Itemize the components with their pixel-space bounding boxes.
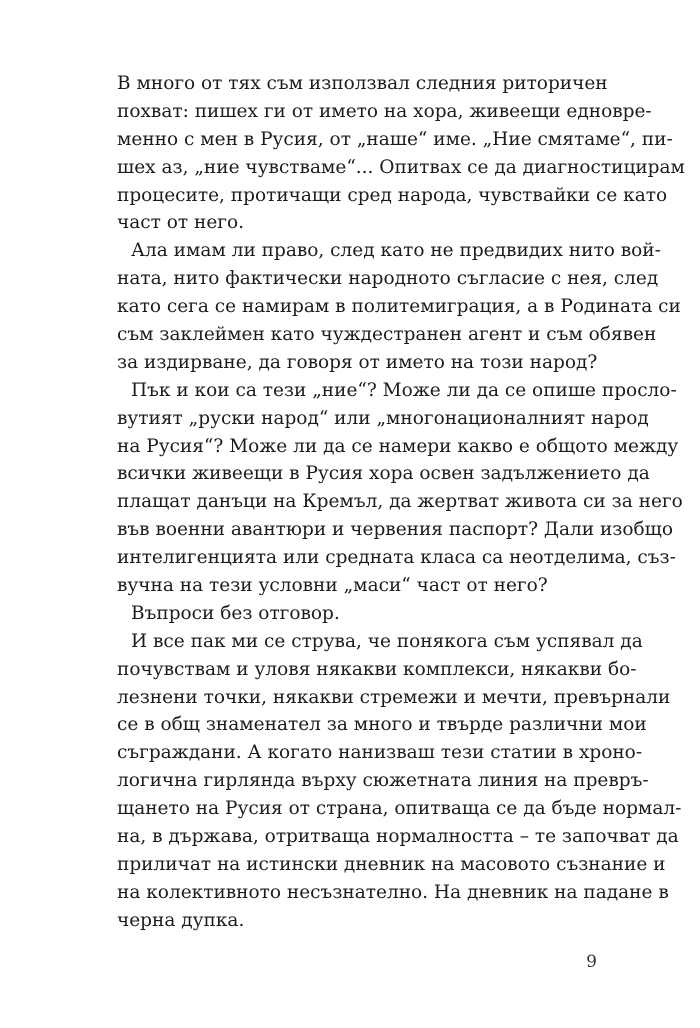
text-line: почувствам и уловя някакви комплекси, някакви бо- xyxy=(117,658,637,680)
text-line: като сега се намирам в политемиграция, а в Родината си xyxy=(117,296,681,318)
text-line: вучна на тези условни „маси“ част от него? xyxy=(117,575,548,597)
text-line: логична гирлянда върху сюжетната линия на превръ- xyxy=(117,770,649,792)
text-line: Пък и кои са тези „ние“? Може ли да се опише просло- xyxy=(131,379,677,401)
text-line: се в общ знаменател за много и твърде различни мои xyxy=(117,714,647,736)
text-line: всички живеещи в Русия хора освен задължението да xyxy=(117,463,650,485)
text-line: И все пак ми се струва, че понякога съм успявал да xyxy=(131,630,643,652)
text-line: черна дупка. xyxy=(117,909,245,931)
text-line: за издирване, да говоря от името на този народ? xyxy=(117,351,598,373)
text-line: приличат на истински дневник на масовото съзнание и xyxy=(117,853,666,875)
text-line: плащат данъци на Кремъл, да жертват живота си за него xyxy=(117,491,683,513)
text-line: В много от тях съм използвал следния риторичен xyxy=(117,73,608,94)
text-line: похват: пишех ги от името на хора, живеещи едновре- xyxy=(117,100,652,122)
text-line: на, в държава, отритваща нормалността – те започват да xyxy=(117,826,679,848)
text-line: Въпроси без отговор. xyxy=(131,602,340,624)
page-number: 9 xyxy=(586,952,597,972)
text-line: лезнени точки, някакви стремежи и мечти, превърнали xyxy=(117,686,671,708)
text-line: интелигенцията или средната класа са неотделима, съз- xyxy=(117,547,676,569)
text-line: процесите, протичащи сред народа, чувствайки се като xyxy=(117,184,668,206)
paragraph xyxy=(117,600,592,628)
paragraph xyxy=(117,628,682,935)
text-line: Ала имам ли право, след като не предвидих нито вой- xyxy=(131,240,661,262)
body-text xyxy=(117,70,685,935)
paragraph xyxy=(117,377,683,600)
text-line: менно с мен в Русия, от „наше“ име. „Ние смятаме“, пи- xyxy=(117,128,673,150)
text-line: ната, нито фактически народното съгласие с нея, след xyxy=(117,268,659,290)
text-line: на колективното несъзнателно. На дневник на падане в xyxy=(117,881,669,903)
text-line: част от него. xyxy=(117,212,244,234)
text-line: щането на Русия от страна, опитваща се да бъде нормал- xyxy=(117,798,682,820)
text-line: във военни авантюри и червения паспорт? Дали изобщо xyxy=(117,519,673,541)
text-line: вутият „руски народ“ или „многонационалният народ xyxy=(117,407,649,429)
text-line: шех аз, „ние чувстваме“... Опитвах се да диагностицирам xyxy=(117,156,685,178)
text-line: съм заклеймен като чуждестранен агент и съм обявен xyxy=(117,324,657,346)
text-line: съграждани. А когато нанизваш тези статии в хроно- xyxy=(117,742,643,764)
paragraph xyxy=(117,237,681,376)
paragraph xyxy=(117,70,685,237)
text-line: на Русия“? Може ли да се намери какво е общото между xyxy=(117,435,679,457)
